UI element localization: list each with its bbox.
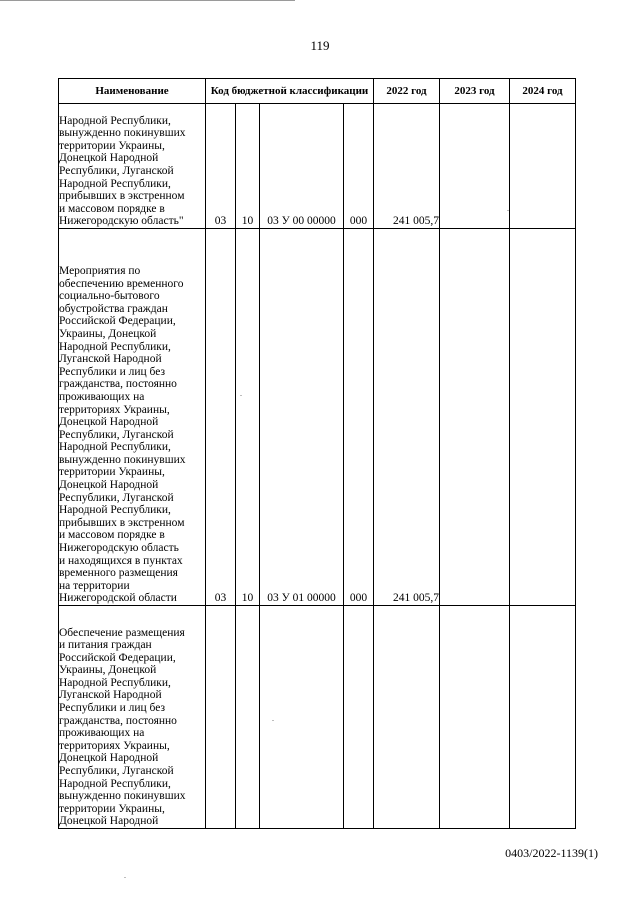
cell-2023 — [440, 606, 510, 829]
header-2022: 2022 год — [374, 79, 440, 104]
scan-speck — [507, 210, 509, 211]
table-row — [59, 104, 576, 229]
cell-target-article: 03 У 00 00000 — [260, 104, 344, 229]
cell-target-article: 03 У 01 00000 — [260, 229, 344, 606]
cell-2024 — [510, 606, 576, 829]
cell-expense-type: 000 — [344, 104, 374, 229]
cell-section: 03 — [206, 104, 236, 229]
cell-expense-type: 000 — [344, 229, 374, 606]
cell-2022: 241 005,7 — [374, 229, 440, 606]
row-name: Обеспечение размещения и питания граждан Российской Федерации, Украины, Донецкой Народной Республики, Луганской Народной Республики и лиц без гражданства, постоянно проживающих на территориях Украины, Донецкой Народной Республики, Луганской Народной Республики, вынужденно покинувших территории Украины, Донецкой Народной — [59, 606, 206, 829]
scan-speck — [240, 395, 242, 396]
cell-subsection: 10 — [236, 229, 260, 606]
table-row — [59, 229, 576, 606]
cell-2022 — [374, 606, 440, 829]
cell-expense-type — [344, 606, 374, 829]
cell-2024 — [510, 104, 576, 229]
cell-2023 — [440, 104, 510, 229]
row-name: Народной Республики, вынужденно покинувших территории Украины, Донецкой Народной Республики, Луганской Народной Республики, прибывших в экстренном и массовом порядке в Нижегородскую область" — [59, 104, 206, 229]
cell-2022: 241 005,7 — [374, 104, 440, 229]
header-2023: 2023 год — [440, 79, 510, 104]
cell-2023 — [440, 229, 510, 606]
row-name: Мероприятия по обеспечению временного социально-бытового обустройства граждан Российской Федерации, Украины, Донецкой Народной Республики, Луганской Народной Республики и лиц без гражданства, постоянно проживающих на территориях Украины, Донецкой Народной Республики, Луганской Народной Республики, вынужденно покинувших территории Украины, Донецкой Народной Республики, Луганской Народной Республики, прибывших в экстренном и массовом порядке в Нижегородскую область и находящихся в пунктах временного размещения на территории Нижегородской области — [59, 229, 206, 606]
cell-2024 — [510, 229, 576, 606]
header-name: Наименование — [59, 79, 206, 104]
table-header — [59, 79, 576, 104]
table-row — [59, 606, 576, 829]
header-code: Код бюджетной классификации — [206, 79, 374, 104]
scan-speck — [124, 877, 126, 878]
cell-section: 03 — [206, 229, 236, 606]
cell-subsection: 10 — [236, 104, 260, 229]
header-2024: 2024 год — [510, 79, 576, 104]
budget-table — [58, 78, 576, 829]
cell-subsection — [236, 606, 260, 829]
top-rule — [0, 0, 295, 1]
cell-section — [206, 606, 236, 829]
cell-target-article — [260, 606, 344, 829]
page-number: 119 — [310, 38, 330, 53]
document-code: 0403/2022-1139(1) — [505, 846, 598, 860]
scan-speck — [272, 720, 274, 721]
